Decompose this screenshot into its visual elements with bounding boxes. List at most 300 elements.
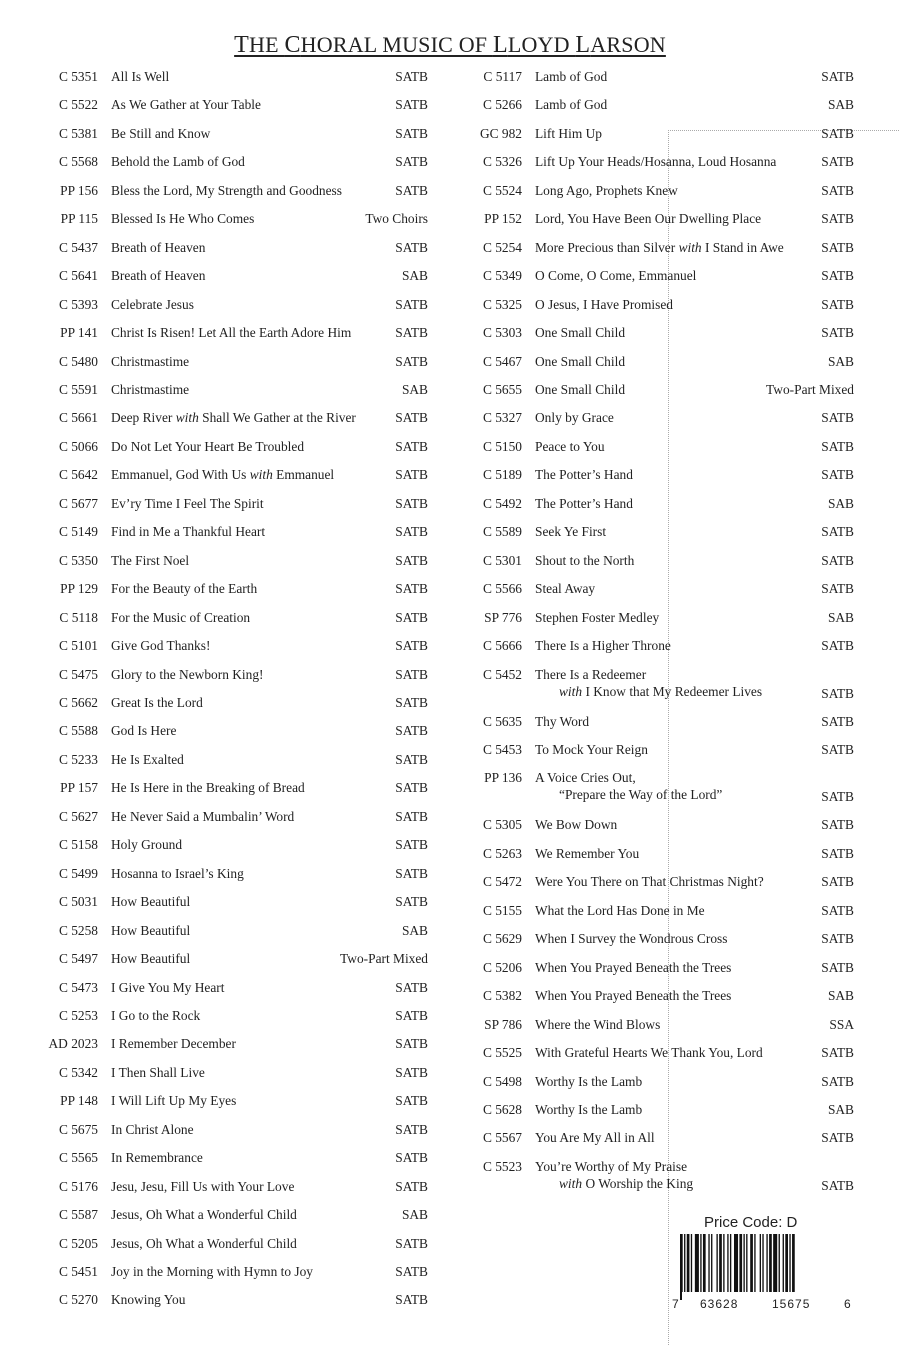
song-title bbox=[535, 713, 821, 730]
song-title-text: Give God Thanks! bbox=[111, 638, 211, 654]
voicing: SATB bbox=[395, 1121, 428, 1137]
voicing: SAB bbox=[401, 381, 428, 397]
catalog-list-right bbox=[470, 68, 854, 1205]
song-title bbox=[111, 751, 395, 768]
catalog-code: C 5327 bbox=[482, 410, 522, 426]
song-title bbox=[535, 637, 821, 654]
voicing: SATB bbox=[821, 296, 854, 312]
catalog-code: C 5655 bbox=[482, 381, 522, 397]
catalog-entry bbox=[470, 637, 854, 665]
catalog-code: C 5301 bbox=[482, 552, 522, 568]
barcode-left-digit: 7 bbox=[672, 1297, 679, 1311]
song-title bbox=[535, 741, 821, 758]
voicing: SATB bbox=[821, 239, 854, 255]
song-title bbox=[535, 1158, 821, 1192]
song-title bbox=[111, 922, 402, 939]
catalog-entry bbox=[470, 125, 854, 153]
catalog-code: C 5568 bbox=[58, 154, 98, 170]
barcode-bar bbox=[691, 1234, 692, 1292]
voicing: SATB bbox=[395, 438, 428, 454]
catalog-entry bbox=[40, 922, 428, 950]
catalog-code: C 5567 bbox=[482, 1130, 522, 1146]
barcode-right-digit: 6 bbox=[844, 1297, 851, 1311]
song-title-text: Find in Me a Thankful Heart bbox=[111, 524, 266, 540]
barcode-bar bbox=[746, 1234, 747, 1292]
song-title bbox=[111, 153, 395, 170]
catalog-code: C 5233 bbox=[58, 751, 98, 767]
song-title-text: Emmanuel, God With Us bbox=[111, 467, 247, 483]
voicing: SATB bbox=[395, 865, 428, 881]
song-title-line2-text: I Know that My Redeemer Lives bbox=[585, 683, 763, 699]
voicing: SATB bbox=[395, 182, 428, 198]
song-title-text: Great Is the Lord bbox=[111, 694, 203, 710]
catalog-code: C 5351 bbox=[58, 69, 98, 84]
song-title bbox=[111, 637, 395, 654]
song-title bbox=[535, 96, 828, 113]
catalog-entry bbox=[470, 296, 854, 324]
voicing: SATB bbox=[395, 1150, 428, 1166]
catalog-entry bbox=[40, 552, 428, 580]
voicing: SSA bbox=[829, 1016, 854, 1032]
song-title-text: Blessed Is He Who Comes bbox=[111, 211, 255, 227]
catalog-entry bbox=[40, 1263, 428, 1291]
song-title bbox=[111, 324, 395, 341]
catalog-code: C 5452 bbox=[482, 666, 522, 682]
song-title bbox=[535, 1101, 828, 1118]
song-title-text: What the Lord Has Done in Me bbox=[535, 902, 705, 918]
voicing: SATB bbox=[821, 410, 854, 426]
catalog-code: C 5627 bbox=[58, 808, 98, 824]
song-title bbox=[535, 873, 821, 890]
voicing: SAB bbox=[401, 1207, 428, 1223]
catalog-code: C 5635 bbox=[482, 713, 522, 729]
song-title-text: Seek Ye First bbox=[535, 524, 607, 540]
page-title: THE CHORAL MUSIC OF LLOYD LARSON bbox=[234, 32, 666, 58]
song-title bbox=[535, 409, 821, 426]
voicing: SATB bbox=[821, 438, 854, 454]
barcode-bar bbox=[703, 1234, 706, 1292]
barcode-bar bbox=[760, 1234, 761, 1292]
voicing: SATB bbox=[395, 894, 428, 910]
catalog-code: C 5641 bbox=[58, 268, 98, 284]
song-title bbox=[535, 466, 821, 483]
voicing: SAB bbox=[827, 988, 854, 1004]
song-title bbox=[111, 1121, 395, 1138]
song-title-text: Christmastime bbox=[111, 353, 190, 369]
catalog-entry bbox=[40, 1121, 428, 1149]
song-title bbox=[535, 381, 766, 398]
song-title bbox=[111, 893, 395, 910]
catalog-entry bbox=[40, 637, 428, 665]
song-title-text: There Is a Redeemer bbox=[535, 666, 647, 682]
catalog-entry bbox=[40, 1007, 428, 1035]
catalog-entry bbox=[40, 865, 428, 893]
catalog-entry bbox=[40, 580, 428, 608]
song-title bbox=[111, 239, 395, 256]
catalog-entry bbox=[40, 324, 428, 352]
voicing: SATB bbox=[821, 902, 854, 918]
song-title bbox=[535, 1073, 821, 1090]
song-title-text: Ev’ry Time I Feel The Spirit bbox=[111, 495, 264, 511]
voicing: SATB bbox=[821, 325, 854, 341]
catalog-entry bbox=[470, 409, 854, 437]
catalog-entry bbox=[470, 353, 854, 381]
barcode-bar bbox=[789, 1234, 790, 1292]
song-title bbox=[535, 769, 821, 803]
catalog-code: C 5342 bbox=[58, 1064, 98, 1080]
barcode-bar bbox=[719, 1234, 722, 1292]
barcode-bar bbox=[700, 1234, 701, 1292]
catalog-entry bbox=[40, 1035, 428, 1063]
catalog-entry bbox=[470, 1044, 854, 1072]
song-title bbox=[535, 68, 821, 85]
voicing: SATB bbox=[821, 1073, 854, 1089]
barcode-bar bbox=[723, 1234, 724, 1292]
catalog-entry bbox=[40, 438, 428, 466]
catalog-code: SP 776 bbox=[484, 609, 522, 625]
barcode-bar bbox=[766, 1234, 767, 1292]
song-title-text: The Potter’s Hand bbox=[535, 467, 633, 483]
song-title-text: Christ Is Risen! Let All the Earth Adore Him bbox=[111, 325, 352, 341]
with-connector: with bbox=[175, 410, 199, 426]
voicing: SATB bbox=[821, 467, 854, 483]
voicing: SATB bbox=[395, 1178, 428, 1194]
catalog-code: C 5303 bbox=[482, 325, 522, 341]
catalog-code: C 5524 bbox=[482, 182, 522, 198]
song-title bbox=[111, 1149, 395, 1166]
catalog-code: PP 157 bbox=[60, 780, 98, 796]
song-title-text: O Come, O Come, Emmanuel bbox=[535, 268, 697, 284]
catalog-code: C 5480 bbox=[58, 353, 98, 369]
song-title bbox=[535, 239, 821, 256]
voicing: SAB bbox=[827, 1101, 854, 1117]
song-title bbox=[111, 979, 395, 996]
catalog-entry bbox=[470, 1158, 854, 1205]
catalog-entry bbox=[40, 466, 428, 494]
voicing: SATB bbox=[821, 211, 854, 227]
catalog-entry bbox=[40, 239, 428, 267]
catalog-code: C 5155 bbox=[482, 902, 522, 918]
song-title-text: Christmastime bbox=[111, 381, 190, 397]
catalog-code: C 5393 bbox=[58, 296, 98, 312]
song-title bbox=[535, 666, 821, 700]
catalog-entry bbox=[470, 68, 854, 96]
voicing: SATB bbox=[395, 524, 428, 540]
song-title-text: Lift Him Up bbox=[535, 125, 602, 141]
song-title bbox=[111, 1206, 402, 1223]
catalog-entry bbox=[470, 845, 854, 873]
song-title-line2 bbox=[535, 786, 821, 803]
song-title-text: I Then Shall Live bbox=[111, 1064, 205, 1080]
catalog-entry bbox=[470, 930, 854, 958]
voicing: SATB bbox=[395, 666, 428, 682]
barcode-bar bbox=[711, 1234, 712, 1292]
catalog-code: C 5629 bbox=[482, 931, 522, 947]
barcode-bar bbox=[734, 1234, 738, 1292]
with-connector: with bbox=[249, 467, 273, 483]
song-title-text: In Christ Alone bbox=[111, 1121, 194, 1137]
voicing: SATB bbox=[395, 125, 428, 141]
catalog-entry bbox=[40, 979, 428, 1007]
voicing: SATB bbox=[395, 154, 428, 170]
barcode-bar bbox=[792, 1234, 795, 1300]
song-title bbox=[111, 1178, 395, 1195]
voicing: SATB bbox=[395, 837, 428, 853]
voicing: SATB bbox=[395, 1292, 428, 1308]
catalog-code: C 5677 bbox=[58, 495, 98, 511]
catalog-code: C 5381 bbox=[58, 125, 98, 141]
catalog-entry bbox=[40, 1064, 428, 1092]
catalog-code: C 5628 bbox=[482, 1101, 522, 1117]
voicing: SATB bbox=[395, 467, 428, 483]
voicing: SATB bbox=[821, 817, 854, 833]
song-title-text: Lamb of God bbox=[535, 97, 608, 113]
song-title-text: How Beautiful bbox=[111, 894, 191, 910]
song-title-text: He Never Said a Mumbalin’ Word bbox=[111, 808, 295, 824]
song-title bbox=[111, 694, 395, 711]
catalog-entry bbox=[40, 751, 428, 779]
song-title bbox=[111, 68, 395, 85]
song-title bbox=[535, 902, 821, 919]
song-title-text: Where the Wind Blows bbox=[535, 1016, 661, 1032]
catalog-entry bbox=[470, 182, 854, 210]
song-title-text: Breath of Heaven bbox=[111, 239, 206, 255]
catalog-entry bbox=[40, 722, 428, 750]
voicing: SATB bbox=[395, 780, 428, 796]
song-title-text: To Mock Your Reign bbox=[535, 741, 648, 757]
song-title bbox=[535, 210, 821, 227]
song-title bbox=[535, 1129, 821, 1146]
voicing: SATB bbox=[395, 1264, 428, 1280]
song-title-text: Only by Grace bbox=[535, 410, 614, 426]
voicing: SATB bbox=[395, 808, 428, 824]
catalog-entry bbox=[470, 580, 854, 608]
catalog-entry bbox=[40, 210, 428, 238]
voicing: Two-Part Mixed bbox=[340, 951, 428, 967]
song-title-text: The Potter’s Hand bbox=[535, 495, 633, 511]
catalog-code: C 5588 bbox=[58, 723, 98, 739]
song-title bbox=[111, 609, 395, 626]
song-title bbox=[535, 959, 821, 976]
voicing: SATB bbox=[821, 874, 854, 890]
voicing: SAB bbox=[827, 495, 854, 511]
catalog-code: C 5263 bbox=[482, 845, 522, 861]
voicing: SATB bbox=[395, 410, 428, 426]
catalog-code: PP 152 bbox=[484, 211, 522, 227]
song-title bbox=[535, 324, 821, 341]
voicing: Two Choirs bbox=[365, 211, 428, 227]
song-title-text: Hosanna to Israel’s King bbox=[111, 865, 244, 881]
voicing: SATB bbox=[821, 638, 854, 654]
catalog-code: PP 136 bbox=[484, 770, 522, 786]
voicing: SATB bbox=[395, 723, 428, 739]
song-title bbox=[111, 552, 395, 569]
song-title bbox=[111, 353, 395, 370]
song-title bbox=[111, 381, 402, 398]
voicing: SAB bbox=[401, 922, 428, 938]
voicing: SATB bbox=[395, 353, 428, 369]
song-title bbox=[535, 580, 821, 597]
catalog-entry bbox=[40, 808, 428, 836]
catalog-code: C 5305 bbox=[482, 817, 522, 833]
catalog-entry bbox=[40, 125, 428, 153]
song-title bbox=[111, 1235, 395, 1252]
barcode-bar bbox=[779, 1234, 780, 1292]
voicing: SATB bbox=[395, 638, 428, 654]
voicing: SATB bbox=[821, 1130, 854, 1146]
song-title-text: God Is Here bbox=[111, 723, 177, 739]
catalog-entry bbox=[40, 779, 428, 807]
song-title bbox=[535, 552, 821, 569]
voicing: SATB bbox=[821, 845, 854, 861]
voicing: SATB bbox=[821, 552, 854, 568]
song-title-text: A Voice Cries Out, bbox=[535, 770, 636, 786]
catalog-code: C 5382 bbox=[482, 988, 522, 1004]
catalog-code: C 5472 bbox=[482, 874, 522, 890]
voicing: SATB bbox=[821, 581, 854, 597]
voicing: SATB bbox=[395, 495, 428, 511]
song-title bbox=[111, 836, 395, 853]
with-connector: with bbox=[678, 239, 702, 255]
catalog-code: GC 982 bbox=[479, 125, 522, 141]
song-title-second: I Stand in Awe bbox=[705, 239, 784, 255]
voicing: SATB bbox=[821, 931, 854, 947]
catalog-code: C 5589 bbox=[482, 524, 522, 540]
barcode-bar bbox=[684, 1234, 685, 1300]
catalog-entry bbox=[40, 96, 428, 124]
voicing: SATB bbox=[821, 713, 854, 729]
voicing: SATB bbox=[821, 69, 854, 84]
catalog-code: C 5326 bbox=[482, 154, 522, 170]
catalog-entry bbox=[470, 239, 854, 267]
catalog-entry bbox=[470, 1073, 854, 1101]
song-title bbox=[111, 125, 395, 142]
voicing: SATB bbox=[395, 97, 428, 113]
voicing: SATB bbox=[395, 1093, 428, 1109]
song-title bbox=[111, 722, 395, 739]
catalog-code: PP 148 bbox=[60, 1093, 98, 1109]
catalog-entry bbox=[470, 552, 854, 580]
catalog-code: C 5523 bbox=[482, 1158, 522, 1174]
song-title-line2 bbox=[535, 683, 821, 700]
song-title-second: Emmanuel bbox=[276, 467, 335, 483]
catalog-entry bbox=[40, 1291, 428, 1319]
catalog-code: C 5497 bbox=[58, 951, 98, 967]
catalog-code: C 5205 bbox=[58, 1235, 98, 1251]
barcode-bar bbox=[695, 1234, 699, 1292]
voicing: SATB bbox=[395, 69, 428, 84]
catalog-code: PP 156 bbox=[60, 182, 98, 198]
catalog-entry bbox=[470, 438, 854, 466]
catalog-code: C 5525 bbox=[482, 1045, 522, 1061]
catalog-entry bbox=[40, 68, 428, 96]
voicing: SAB bbox=[401, 268, 428, 284]
catalog-code: C 5587 bbox=[58, 1207, 98, 1223]
catalog-entry bbox=[470, 96, 854, 124]
song-title bbox=[111, 182, 395, 199]
catalog-code: C 5451 bbox=[58, 1264, 98, 1280]
song-title-text: The First Noel bbox=[111, 552, 190, 568]
song-title-text: For the Music of Creation bbox=[111, 609, 251, 625]
song-title-text: Were You There on That Christmas Night? bbox=[535, 874, 764, 890]
song-title bbox=[535, 523, 821, 540]
song-title-text: Lamb of God bbox=[535, 69, 608, 84]
catalog-entry bbox=[40, 1149, 428, 1177]
song-title bbox=[111, 267, 402, 284]
song-title-text: One Small Child bbox=[535, 353, 626, 369]
catalog-list-left bbox=[40, 68, 428, 1320]
catalog-entry bbox=[40, 893, 428, 921]
voicing: SATB bbox=[395, 979, 428, 995]
catalog-entry bbox=[470, 267, 854, 295]
catalog-entry bbox=[470, 609, 854, 637]
song-title-text: Thy Word bbox=[535, 713, 590, 729]
barcode-bar bbox=[739, 1234, 742, 1300]
song-title-text: I Give You My Heart bbox=[111, 979, 225, 995]
catalog-entry bbox=[40, 1178, 428, 1206]
catalog-entry bbox=[470, 816, 854, 844]
catalog-code: C 5270 bbox=[58, 1292, 98, 1308]
song-title bbox=[535, 296, 821, 313]
catalog-code: C 5437 bbox=[58, 239, 98, 255]
song-title-text: When You Prayed Beneath the Trees bbox=[535, 988, 732, 1004]
voicing: SATB bbox=[395, 1007, 428, 1023]
song-title bbox=[111, 1092, 395, 1109]
catalog-entry bbox=[470, 324, 854, 352]
catalog-entry bbox=[40, 1206, 428, 1234]
catalog-entry bbox=[470, 959, 854, 987]
catalog-code: C 5661 bbox=[58, 410, 98, 426]
song-title bbox=[111, 438, 395, 455]
catalog-code: C 5675 bbox=[58, 1121, 98, 1137]
barcode-bar bbox=[783, 1234, 784, 1292]
catalog-code: C 5101 bbox=[58, 638, 98, 654]
song-title bbox=[111, 1291, 395, 1308]
song-title-text: Lift Up Your Heads/Hosanna, Loud Hosanna bbox=[535, 154, 777, 170]
song-title-text: I Will Lift Up My Eyes bbox=[111, 1093, 237, 1109]
catalog-entry bbox=[40, 609, 428, 637]
catalog-code: C 5206 bbox=[482, 959, 522, 975]
catalog-entry bbox=[470, 902, 854, 930]
catalog-code: C 5176 bbox=[58, 1178, 98, 1194]
barcode-bar bbox=[708, 1234, 709, 1292]
barcode-bar bbox=[785, 1234, 788, 1292]
song-title-line2 bbox=[535, 1175, 821, 1192]
song-title-line2-text: “Prepare the Way of the Lord” bbox=[559, 787, 723, 803]
song-title bbox=[535, 816, 821, 833]
catalog-entry bbox=[470, 741, 854, 769]
catalog-entry bbox=[40, 182, 428, 210]
catalog-code: C 5591 bbox=[58, 381, 98, 397]
song-title bbox=[535, 438, 821, 455]
voicing: SATB bbox=[821, 1045, 854, 1061]
catalog-code: PP 129 bbox=[60, 581, 98, 597]
catalog-code: C 5453 bbox=[482, 741, 522, 757]
voicing: SATB bbox=[395, 751, 428, 767]
catalog-code: C 5565 bbox=[58, 1150, 98, 1166]
song-title bbox=[111, 666, 395, 683]
song-title bbox=[111, 1064, 395, 1081]
song-title-text: Shout to the North bbox=[535, 552, 635, 568]
voicing: SATB bbox=[821, 154, 854, 170]
catalog-code: C 5662 bbox=[58, 694, 98, 710]
barcode-group-1: 63628 bbox=[700, 1297, 739, 1311]
song-title-line2-text: O Worship the King bbox=[585, 1175, 694, 1191]
song-title-text: Stephen Foster Medley bbox=[535, 609, 660, 625]
catalog-entry bbox=[40, 153, 428, 181]
barcode-bar bbox=[769, 1234, 772, 1292]
voicing: SATB bbox=[395, 609, 428, 625]
